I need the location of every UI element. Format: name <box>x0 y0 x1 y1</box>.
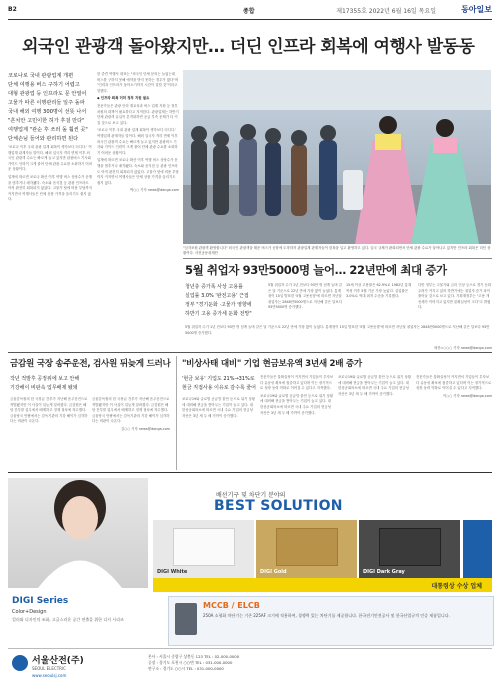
product-tile-gold[interactable] <box>256 520 357 578</box>
advertisement[interactable] <box>8 478 492 685</box>
body-paragraph: '코로나 이후 국내 관광 업계 회복이 생각보다 더디다.' 여행업계 관계자들 말이다. 해외 입국자 격리 면제 이후 외국인 관광객 수요는 빠르게 늘고 있지만 관광버스 기사와 가이드 인력이 크게 줄어 단체 관광 수요를 소화하기 어려운 상황이다. <box>97 128 178 155</box>
series-name: DIGI Series <box>12 596 69 606</box>
header-rule <box>8 19 492 20</box>
product-tile-darkgray[interactable] <box>359 520 460 578</box>
body-paragraph: 금융감독원의 한 국장급 간부가 지난해 음주운전으로 적발됐지만 이 사실이 뒤늦게 알려졌다. 금감원은 해당 간부를 업무에서 배제하고 징계 절차에 착수했다. 금융당국 안팎에서는 감독기관의 기강 해이가 심각하다는 비판이 나온다. <box>10 397 88 424</box>
photo-caption: "심각조원 관광객 환영합니다" 외국인 관광객을 태운 버스가 공항에 도착하자 관광업계 관계자들이 한복을 입고 환영하고 있다. 입국 규제가 완화되면서 단체 관광 수요가 살아나고 있지만 인프라 회복은 더딘 상황이다. 사진공동취재단 <box>183 246 491 255</box>
story2-byline: 세종=○○○ 기자 news@donga.com <box>433 346 492 350</box>
issue-meta: 제17355호 2022년 6월 16일 목요일 <box>336 8 436 15</box>
company-addresses <box>148 654 488 672</box>
body-paragraph: 코로나19와 글로벌 공급망 불안 등으로 위기 상황에 대비해 현금을 쌓아두는 기업이 늘고 있다. 대한상공회의소에 따르면 국내 주요 기업의 현금성 자산은 3년 새 두 배 가까이 증가했다. <box>338 375 412 396</box>
sub-line: 현금 직접사용 이유로 감수록 줄어 <box>182 385 256 391</box>
company-footer <box>8 648 492 686</box>
body-paragraph: 5월 취업자 수가 1년 전보다 93만 명 넘게 늘며 같은 달 기준으로 22년 만에 가장 많이 늘었다. 통계청이 15일 발표한 '5월 고용동향'에 따르면 지난달 취업자는 2848만5000명으로 지난해 같은 달보다 93만5000명 증가했다. <box>185 325 490 335</box>
body-subhead: ◆ 인프라 회복 더뎌 정부 지원 필요 <box>97 96 150 101</box>
story2-body-col1 <box>268 283 342 323</box>
model-photo-art <box>8 478 148 588</box>
ad-banner-small: 배선기구 및 차단기 분야의 <box>216 492 286 499</box>
switch-panel-icon <box>173 528 235 566</box>
page-header <box>8 6 492 18</box>
switch-panel-icon <box>276 528 338 566</box>
story4-body-col2 <box>260 375 334 467</box>
lead-line: 대형 관광업 등 인프라도 문 안열어 <box>8 91 87 97</box>
body-paragraph: 다만 정부는 고물가와 금리 인상 등으로 경기 둔화 우려가 커지고 있어 하반기에는 취업자 증가 폭이 줄어들 것으로 보고 있다. 기획재정부는 "고용 개선세가 이어지고 있지만 불확실성이 크다"고 밝혔다. <box>418 283 492 310</box>
byline: 박○○ 기자 news@donga.com <box>130 188 179 193</box>
column-divider <box>176 356 177 470</box>
page-number: B2 <box>8 6 17 13</box>
address-line: 본사 : 서울시 중랑구 상봉동 123 TEL : 02-000-0000 <box>148 654 240 659</box>
body-paragraph: 전문가들은 불확실성이 커지면서 기업들이 투자보다 유동성 확보에 집중하고 있다며 이는 장기적으로 성장 동력 약화로 이어질 수 있다고 지적했다. <box>260 375 334 391</box>
company-en: SEOUL ELECTRIC <box>32 666 66 671</box>
main-body-col1 <box>8 145 92 311</box>
story2-headline: 5월 취업자 93만5000명 늘어… 22년만에 최대 증가 <box>185 263 447 277</box>
lead-line: 여행업계 "관순 후 쓰러 돌 훨씬 곳" <box>8 127 88 133</box>
story4-headline: "비상사태 대비" 기업 현금보유액 3년새 2배 증가 <box>182 359 362 369</box>
series-tag: Color+Design <box>12 609 47 615</box>
divider <box>8 352 492 353</box>
product-tile-white[interactable] <box>153 520 254 578</box>
award-text: 대통령상 수상 업체 <box>431 583 482 590</box>
section-name: 종합 <box>243 8 255 15</box>
body-paragraph: 5월 취업자 수가 1년 전보다 93만 명 넘게 늘며 같은 달 기준으로 22년 만에 가장 많이 늘었다. 통계청이 15일 발표한 '5월 고용동향'에 따르면 지난달 취업자는 2848만5000명으로 지난해 같은 달보다 93만5000명 증가했다. <box>268 283 342 310</box>
lead-line: 단체 여행용 버스 구하기 어렵고 <box>8 82 80 88</box>
airport-welcome-photo <box>183 70 491 244</box>
main-headline: 외국인 관광객 돌아왔지만… 더딘 인프라 회복에 여행사 발동동 <box>22 37 475 57</box>
breaker-info-box <box>168 596 494 646</box>
story3-headline: 금감원 국장 송주운전, 검사원 뒤늦게 드러나 <box>10 359 171 369</box>
body-paragraph: 업계에 따르면 코로나 확산 이후 여행 버스 상당수가 운행을 멈추거나 매각됐다. 숙소와 음식점 등 관광 인프라도 아직 완전히 회복되지 않았다. 고물가 탓에 비용 부담까지 커지면서 여행사들은 단체 상품 가격을 올리기도 쉽지 않다. <box>8 174 92 202</box>
seoul-electric-logo <box>12 655 28 671</box>
byline: 이○○ 기자 news@donga.com <box>443 393 492 398</box>
sub-line: 기강해이 비판속 업무배제 됐돼 <box>10 385 78 391</box>
main-lead <box>8 72 98 144</box>
switch-panel-icon <box>379 528 441 566</box>
body-paragraph: '코로나 이후 국내 관광 업계 회복이 생각보다 더디다.' 여행업계 관계자들 말이다. 해외 입국자 격리 면제 이후 외국인 관광객 수요는 빠르게 늘고 있지만 관광버스 기사와 가이드 인력이 크게 줄어 단체 관광 수요를 소화하기 어려운 상황이다. <box>8 145 92 172</box>
ad-banner-big: BEST SOLUTION <box>214 498 343 514</box>
sub-line: 작년 적발후 공정위에 보고 안해 <box>10 376 80 382</box>
byline: 김○○ 기자 news@donga.com <box>121 426 170 431</box>
address-line: 연구소 : 경기도 ○○시 TEL : 031-000-0000 <box>148 666 224 671</box>
product-name: DIGI Dark Gray <box>363 569 405 575</box>
story3-body-col1 <box>10 397 88 467</box>
company-name: 서울산전(주) <box>32 656 84 666</box>
breaker-icon <box>175 603 197 635</box>
story2-body-cont <box>185 325 492 345</box>
ad-yellow-strip <box>153 578 492 592</box>
news-photo <box>183 70 491 244</box>
donga-logo: 동아일보 <box>461 4 492 14</box>
story4-body-col1 <box>182 397 256 467</box>
product-name: DIGI Gold <box>260 569 287 575</box>
story3-body-col2 <box>92 397 170 467</box>
sub-line: 하반기 고용 증가세 둔화 전망" <box>185 311 252 317</box>
ad-side-stripe <box>463 520 492 578</box>
lead-line: 고물가 따른 이행관리들 일주 돌파 <box>8 100 85 106</box>
address-line: 공장 : 경기도 포천시 ○○면 TEL : 031-000-0000 <box>148 660 233 665</box>
story4-body-col4 <box>416 375 492 467</box>
breaker-desc: 250A 소형화 차단기는 기존 225AF 크기에 적용하여, 경쟁력 있는 차단기를 제공합니다. 한국전기안전공사 및 한국산업규격 인증 제품입니다. <box>203 613 450 618</box>
body-paragraph: 코로나19와 글로벌 공급망 불안 등으로 위기 상황에 대비해 현금을 쌓아두는 기업이 늘고 있다. 대한상공회의소에 따르면 국내 주요 기업의 현금성 자산은 3년 새 두 배 가까이 증가했다. <box>260 393 334 415</box>
story2-body-col2 <box>346 283 414 323</box>
body-paragraph: 코로나19와 글로벌 공급망 불안 등으로 위기 상황에 대비해 현금을 쌓아두는 기업이 늘고 있다. 대한상공회의소에 따르면 국내 주요 기업의 현금성 자산은 3년 새 두 배 가까이 증가했다. <box>182 397 256 418</box>
sub-line: 실업률 3.0% '완전고용' 근접 <box>185 293 249 299</box>
divider <box>8 472 492 473</box>
lead-line: "흔치안 고민이한 허가 후걸 만다" <box>8 118 85 124</box>
body-paragraph: 전문가들은 불확실성이 커지면서 기업들이 투자보다 유동성 확보에 집중하고 있다며 이는 장기적으로 성장 동력 약화로 이어질 수 있다고 지적했다. <box>416 375 492 391</box>
body-paragraph: 15세 이상 고용률은 62.9%로 1982년 통계 작성 이후 5월 기준 가장 높았다. 실업률은 3.0%로 역대 최저 수준을 기록했다. <box>346 283 412 299</box>
sub-line: 정부 "경기둔화 ·고물가 영향에 <box>185 302 252 308</box>
lead-line: 코로나로 국내 관광업계 개편 <box>8 73 74 79</box>
story4-body-col3 <box>338 375 412 467</box>
body-paragraph: 전문가들은 관광 인력 재교육과 버스 업계 지원 등 정부 차원의 대책이 필요하다고 지적한다. 관광업계는 하반기 단체 관광객 유입이 본격화하면 공급 부족 문제가 더 커질 것으로 보고 있다. <box>97 103 179 125</box>
divider <box>183 258 492 259</box>
story3-subheads <box>10 375 170 393</box>
body-paragraph: 업계에 따르면 코로나 확산 이후 여행 버스 상당수가 운행을 멈추거나 매각됐다. 숙소와 음식점 등 관광 인프라도 아직 완전히 회복되지 않았다. 고물가 탓에 비용 부담까지 커지면서 여행사들은 단체 상품 가격을 올리기도 쉽지 않다. <box>97 158 179 185</box>
story2-body-col3 <box>418 283 492 323</box>
story2-subheads <box>185 283 265 319</box>
product-name: DIGI White <box>157 569 188 575</box>
breaker-title: MCCB / ELCB <box>203 601 260 610</box>
ad-model-photo <box>8 478 148 588</box>
main-body-col2 <box>97 72 179 311</box>
lead-line: 국내 해외 여행 300명이 선뜻 나서 <box>8 109 87 115</box>
company-website[interactable]: www.seoulsj.com <box>32 673 67 678</box>
body-paragraph: 한 중견 여행사 대표는 "외국인 단체 문의는 늘었는데 버스를 구하지 못해 예약을 받지 못하는 경우가 많다"며 "인력과 인프라가 돌아오기까지 시간이 걸릴 것"이라고 말했다. <box>97 72 179 93</box>
lead-line: 단체손님 들어와 관리하면 된다 <box>8 136 79 142</box>
sub-line: '현금 보유' 기업도 21%→31%로 <box>182 376 255 382</box>
series-desc: 컬러와 디자인의 조화, 고급스러운 공간 연출을 위한 디지 시리즈 <box>12 617 124 622</box>
sub-line: 청년층 증가폭 사상 고용률 <box>185 284 243 290</box>
body-paragraph: 금융감독원의 한 국장급 간부가 지난해 음주운전으로 적발됐지만 이 사실이 뒤늦게 알려졌다. 금감원은 해당 간부를 업무에서 배제하고 징계 절차에 착수했다. 금융당국 안팎에서는 감독기관의 기강 해이가 심각하다는 비판이 나온다. <box>92 397 170 424</box>
